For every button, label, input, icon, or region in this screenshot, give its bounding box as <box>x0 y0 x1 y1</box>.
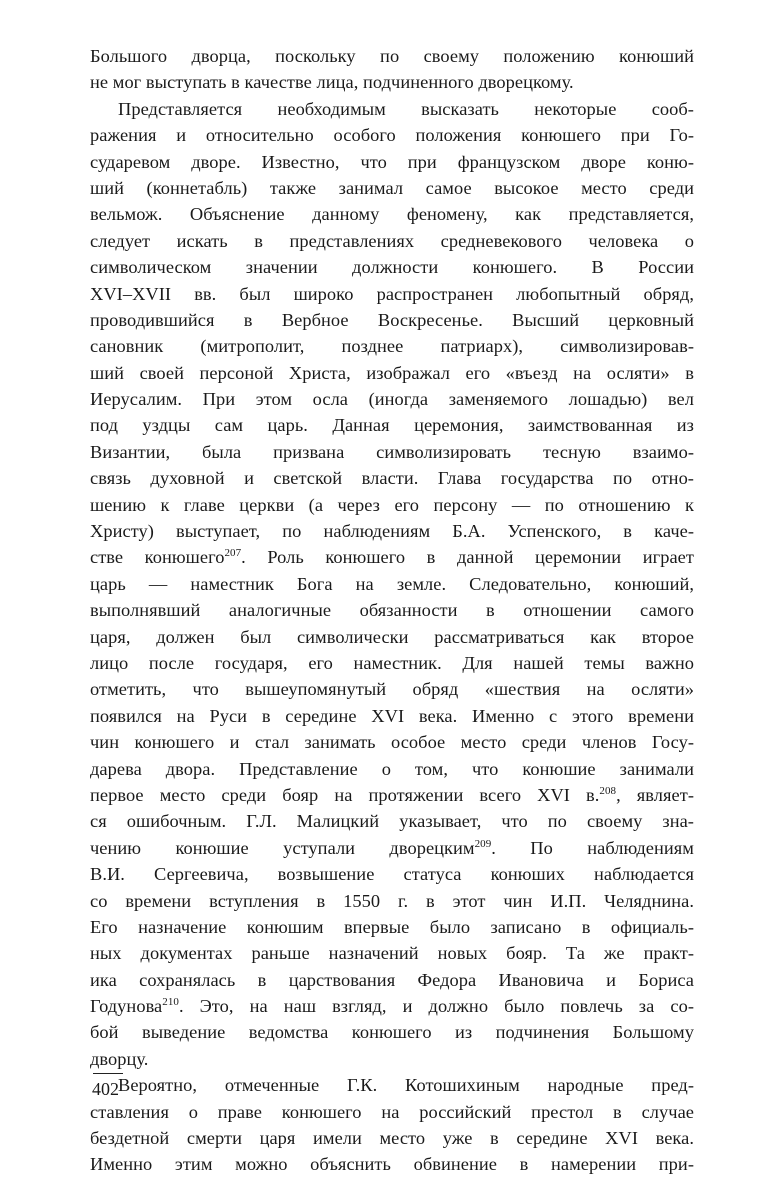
line-text-after-footnote: . Это, на наш взгляд, и должно было повлечь за со- <box>178 996 694 1017</box>
text-line <box>90 122 694 148</box>
text-line <box>90 307 694 333</box>
text-line <box>90 1151 694 1177</box>
line-text: ных документах раньше назначений новых бояр. Та же практ- <box>90 943 694 964</box>
line-text: Византии, была призвана символизировать тесную взаимо- <box>90 441 694 462</box>
line-text: лицо после государя, его наместник. Для нашей темы важно <box>90 652 694 673</box>
text-line <box>90 254 694 280</box>
line-text: связь духовной и светской власти. Глава государства по отно- <box>90 468 694 489</box>
text-line <box>90 412 694 438</box>
line-text: Иерусалим. При этом осла (иногда заменяемого лошадью) вел <box>90 389 694 410</box>
text-line <box>90 1125 694 1151</box>
text-line <box>90 861 694 887</box>
text-line <box>90 808 694 834</box>
text-line <box>90 439 694 465</box>
line-text: дарева двора. Представление о том, что конюшие занимали <box>90 758 694 779</box>
text-line <box>90 149 694 175</box>
footnote-ref: 209 <box>474 837 492 850</box>
footnote-ref: 208 <box>599 784 617 797</box>
line-text-after-footnote: , являет- <box>616 784 694 805</box>
line-text: проводившийся в Вербное Воскресенье. Высший церковный <box>90 309 694 330</box>
text-line <box>90 650 694 676</box>
line-text: чению конюшие уступали дворецким <box>90 837 475 858</box>
text-line <box>90 676 694 702</box>
line-text: Представляется необходимым высказать некоторые сооб- <box>118 98 694 119</box>
line-text: чин конюшего и стал занимать особое место среди членов Госу- <box>90 732 694 753</box>
text-line <box>90 940 694 966</box>
line-text: дворцу. <box>90 1048 149 1069</box>
text-line <box>90 756 694 782</box>
line-text: XVI–XVII вв. был широко распространен любопытный обряд, <box>90 283 694 304</box>
text-line <box>90 1046 694 1072</box>
footer-rule <box>93 1073 123 1074</box>
line-text: Большого дворца, поскольку по своему положению конюший <box>90 46 694 66</box>
line-text: шению к главе церкви (а через его персону — по отношению к <box>90 494 694 515</box>
line-text: выполнявший аналогичные обязанности в отношении самого <box>90 600 694 621</box>
text-line <box>90 386 694 412</box>
line-text: следует искать в представлениях средневекового человека о <box>90 230 694 251</box>
text-line <box>90 1072 694 1098</box>
line-text-after-footnote: . По наблюдениям <box>491 837 694 858</box>
footnote-ref: 210 <box>162 996 179 1009</box>
text-line <box>90 703 694 729</box>
line-text: бездетной смерти царя имели место уже в середине XVI века. <box>90 1128 694 1149</box>
text-line <box>90 492 694 518</box>
text-line <box>90 175 694 201</box>
line-text: сударевом дворе. Известно, что при французском дворе коню- <box>90 151 694 172</box>
body-text <box>90 43 694 1178</box>
line-text: ставления о праве конюшего на российский престол в случае <box>90 1101 694 1122</box>
text-line <box>90 835 694 861</box>
page-number: 402 <box>92 1079 119 1099</box>
line-text: стве конюшего <box>90 547 225 568</box>
line-text: со времени вступления в 1550 г. в этот чин И.П. Челяднина. <box>90 890 694 911</box>
line-text: первое место среди бояр на протяжении всего XVI в. <box>90 784 600 805</box>
text-line <box>90 69 694 95</box>
text-line <box>90 201 694 227</box>
line-text: Вероятно, отмеченные Г.К. Котошихиным народные пред- <box>118 1075 694 1096</box>
text-line <box>90 465 694 491</box>
text-line <box>90 782 694 808</box>
text-line <box>90 993 694 1019</box>
line-text: Его назначение конюшим впервые было записано в официаль- <box>90 916 694 937</box>
line-text: ражения и относительно особого положения конюшего при Го- <box>90 125 694 146</box>
line-text: ся ошибочным. Г.Л. Малицкий указывает, что по своему зна- <box>90 811 694 832</box>
line-text: ика сохранялась в царствования Федора Ивановича и Бориса <box>90 969 694 990</box>
text-line <box>90 43 694 69</box>
line-text: Христу) выступает, по наблюдениям Б.А. Успенского, в каче- <box>90 521 694 542</box>
text-line <box>90 1019 694 1045</box>
line-text: царя, должен был символически рассматриваться как второе <box>90 626 694 647</box>
text-line <box>90 544 694 570</box>
line-text: под уздцы сам царь. Данная церемония, заимствованная из <box>90 415 694 436</box>
footnote-ref: 207 <box>224 547 242 560</box>
line-text: царь — наместник Бога на земле. Следовательно, конюший, <box>90 573 694 594</box>
text-line <box>90 518 694 544</box>
line-text: Годунова <box>90 996 163 1017</box>
text-line <box>90 729 694 755</box>
text-line <box>90 228 694 254</box>
line-text: символическом значении должности конюшего. В России <box>90 257 694 278</box>
text-line <box>90 333 694 359</box>
line-text: Именно этим можно объяснить обвинение в намерении при- <box>90 1154 694 1175</box>
text-line <box>90 281 694 307</box>
text-line <box>90 96 694 122</box>
line-text: ший своей персоной Христа, изображал его «въезд на осляти» в <box>90 362 694 383</box>
text-line <box>90 360 694 386</box>
line-text-after-footnote: . Роль конюшего в данной церемонии играет <box>241 547 694 568</box>
line-text: В.И. Сергеевича, возвышение статуса конюших наблюдается <box>90 864 694 885</box>
text-line <box>90 597 694 623</box>
text-line <box>90 888 694 914</box>
text-line <box>90 967 694 993</box>
text-line <box>90 1099 694 1125</box>
text-line <box>90 571 694 597</box>
text-line <box>90 624 694 650</box>
line-text: отметить, что вышеупомянутый обряд «шествия на осляти» <box>90 679 694 700</box>
line-text: не мог выступать в качестве лица, подчиненного дворецкому. <box>90 72 574 93</box>
line-text: вельмож. Объяснение данному феномену, как представляется, <box>90 204 694 225</box>
text-line <box>90 914 694 940</box>
line-text: ший (коннетабль) также занимал самое высокое место среди <box>90 177 694 198</box>
line-text: бой выведение ведомства конюшего из подчинения Большому <box>90 1022 694 1043</box>
line-text: сановник (митрополит, позднее патриарх), символизировав- <box>90 336 694 357</box>
line-text: появился на Руси в середине XVI века. Именно с этого времени <box>90 705 694 726</box>
